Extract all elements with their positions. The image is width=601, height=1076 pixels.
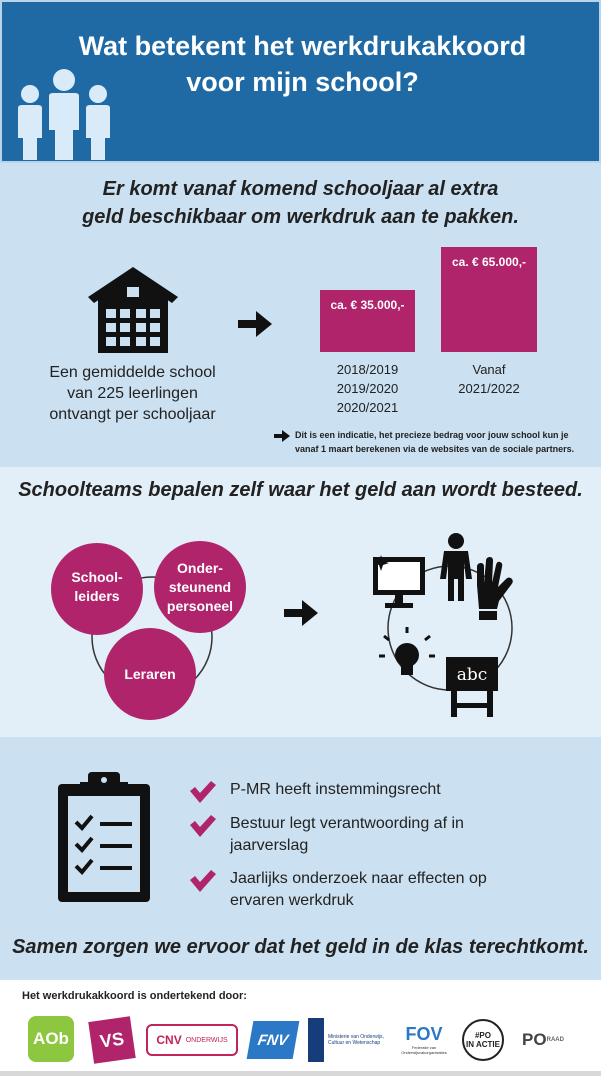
checkmark-icon bbox=[190, 870, 216, 892]
spending-options-icons bbox=[365, 533, 525, 718]
school-teams-heading: Schoolteams bepalen zelf waar het geld aan wordt besteed. bbox=[18, 479, 583, 501]
years-period-1: 2018/2019 2019/2020 2020/2021 bbox=[336, 362, 399, 415]
blackboard-icon bbox=[446, 657, 498, 717]
signatories-label: Het werkdrukakkoord is ondertekend door: bbox=[22, 990, 247, 1002]
bar-label-65000: ca. € 65.000,- bbox=[451, 255, 527, 269]
label-leraren: Leraren bbox=[124, 666, 176, 682]
extra-budget-section bbox=[0, 163, 601, 467]
accountability-section: P-MR heeft instemmingsrecht Bestuur legt verantwoording af in jaarverslag Jaarlijks onderzoek naar effecten op ervaren werkdruk Samen zorgen we ervoor dat het geld in de klas terechtkomt. bbox=[0, 737, 601, 980]
aob-logo: AOb bbox=[28, 1016, 74, 1062]
school-teams-section bbox=[0, 467, 601, 737]
school-building-icon bbox=[88, 267, 178, 353]
monitor-icon bbox=[373, 555, 425, 608]
svg-text:abc: abc bbox=[456, 665, 488, 685]
people-icon bbox=[16, 68, 116, 160]
school-description: Een gemiddelde school van 225 leerlingen ontvangt per schooljaar bbox=[49, 364, 216, 423]
fnv-logo: FNV bbox=[247, 1021, 300, 1059]
hand-icon bbox=[477, 557, 513, 620]
checkmark-icon bbox=[190, 781, 216, 803]
clipboard-checklist-icon bbox=[58, 772, 150, 902]
label-schoolleiders: School- leiders bbox=[71, 569, 123, 604]
budget-bar-35000 bbox=[320, 290, 415, 352]
small-arrow-right-icon bbox=[274, 430, 290, 442]
closing-statement: Samen zorgen we ervoor dat het geld in de klas terechtkomt. bbox=[12, 936, 589, 958]
budget-heading: Er komt vanaf komend schooljaar al extra geld beschikbaar om werkdruk aan te pakken. bbox=[82, 178, 519, 228]
po-in-actie-logo: #PO IN ACTIE bbox=[462, 1019, 504, 1061]
title-line-1: Wat betekent het werkdrukakkoord bbox=[78, 31, 527, 61]
years-period-2: Vanaf 2021/2022 bbox=[458, 362, 520, 396]
ministerie-ocw-logo: Ministerie van Onderwijs, Cultuur en Wetenschap bbox=[308, 1018, 388, 1062]
header-banner bbox=[0, 0, 601, 163]
arrow-right-icon bbox=[284, 600, 318, 626]
label-ondersteunend-personeel: Onder- steunend personeel bbox=[166, 560, 234, 614]
po-raad-logo: PO RAAD bbox=[522, 1030, 564, 1049]
arrow-right-icon bbox=[238, 311, 272, 337]
bottom-border bbox=[0, 1071, 601, 1076]
bar-label-35000: ca. € 35.000,- bbox=[330, 298, 405, 312]
vs-logo: VS bbox=[88, 1016, 135, 1063]
person-icon bbox=[440, 533, 472, 601]
fov-logo: FOV Federatie van Onderwijsvakorganisaties bbox=[401, 1023, 447, 1055]
indication-note: Dit is een indicatie, het precieze bedrag voor jouw school kun je vanaf 1 maart berekenen via de websites van de sociale partners. bbox=[295, 430, 575, 454]
checkmark-icon bbox=[190, 815, 216, 837]
budget-bar-65000 bbox=[441, 247, 537, 352]
cnv-onderwijs-logo: CNV ONDERWIJS bbox=[146, 1024, 238, 1056]
lightbulb-icon bbox=[379, 627, 435, 675]
title-line-2: voor mijn school? bbox=[186, 67, 419, 97]
